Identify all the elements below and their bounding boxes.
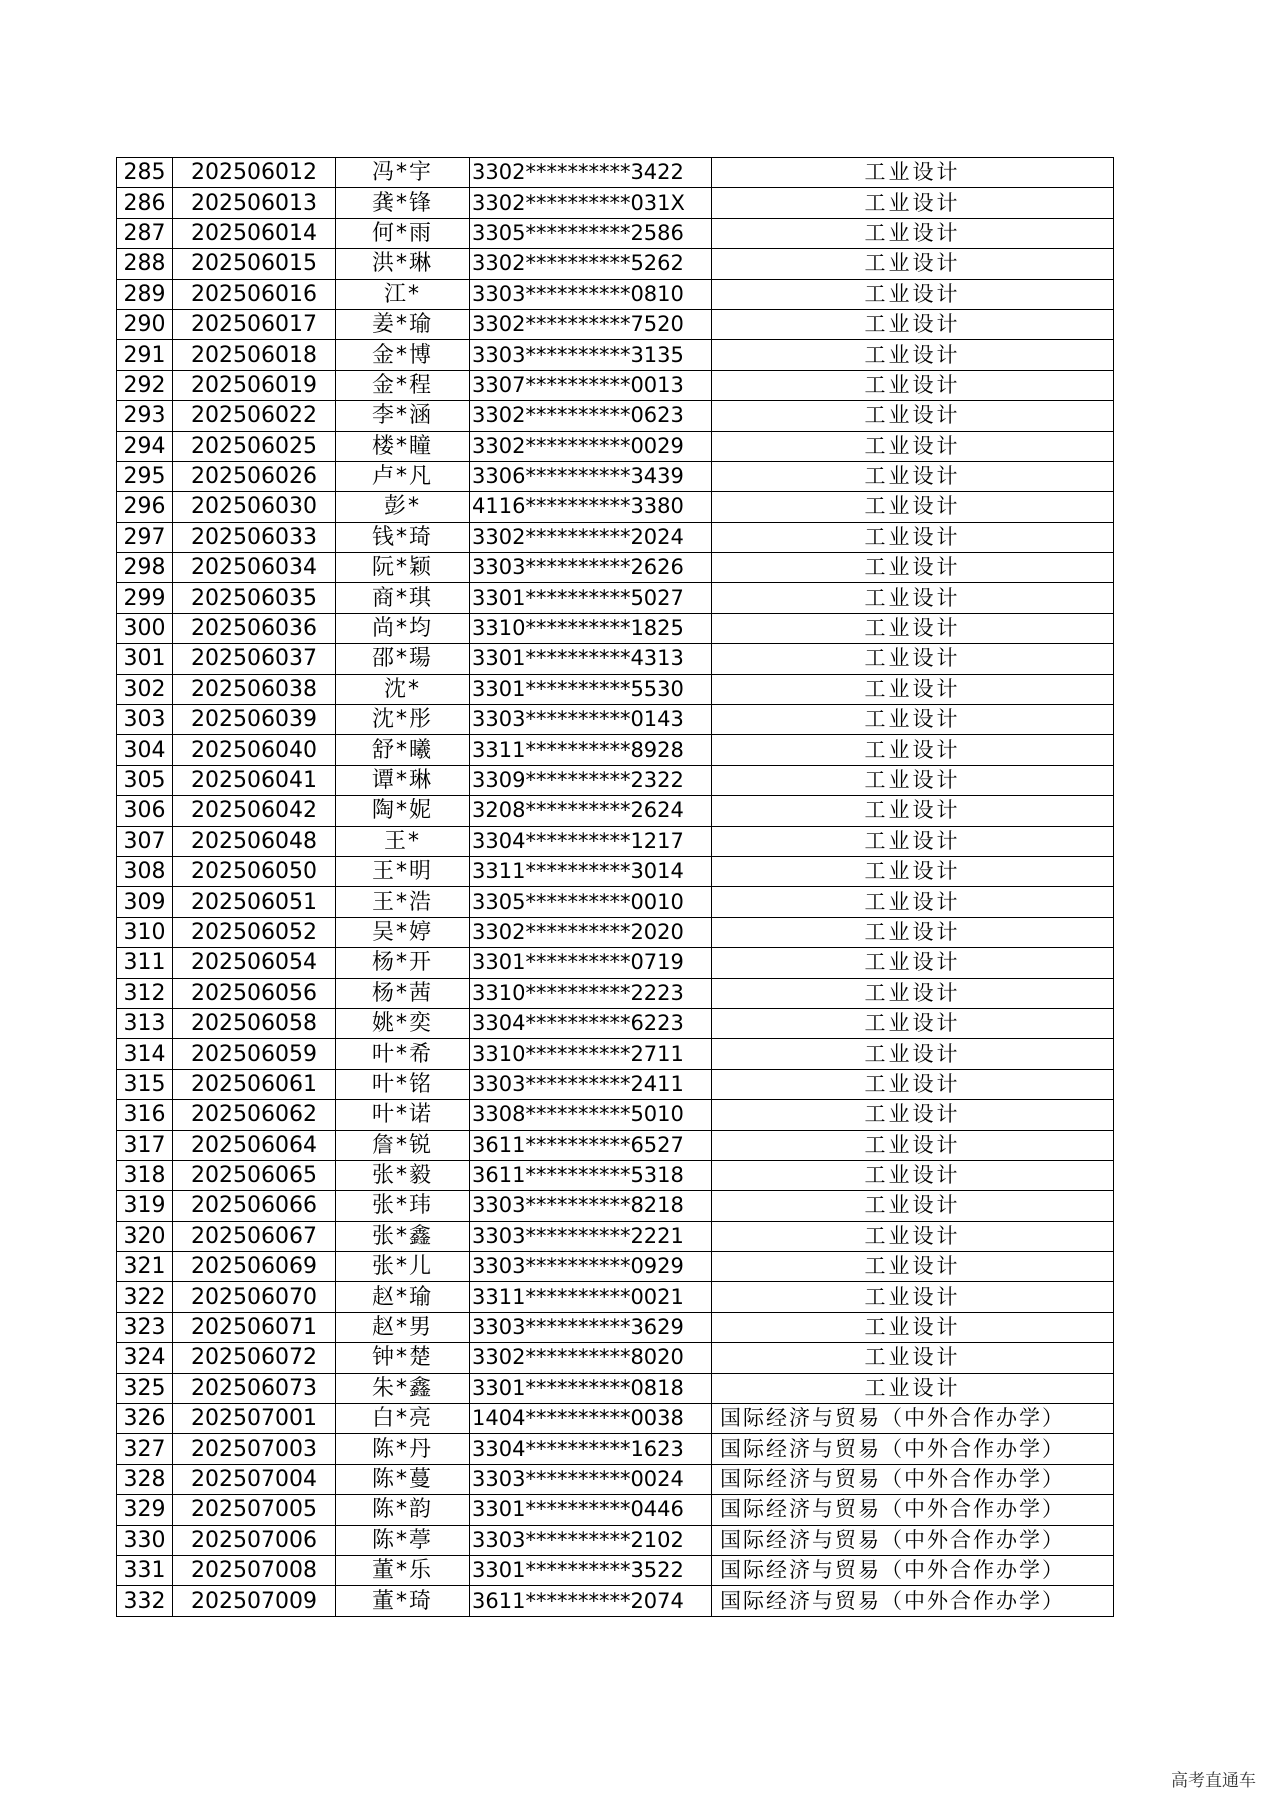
row-number-cell: 290: [117, 309, 173, 339]
id-number-cell: 3303**********0929: [470, 1252, 712, 1282]
major-cell: 工业设计: [712, 249, 1114, 279]
id-number-cell: 3303**********0024: [470, 1464, 712, 1494]
major-cell: 国际经济与贸易（中外合作办学）: [712, 1495, 1114, 1525]
exam-id-cell: 202506056: [173, 978, 336, 1008]
row-number-cell: 289: [117, 279, 173, 309]
table-row: [117, 309, 1114, 339]
id-number-cell: 3311**********8928: [470, 735, 712, 765]
exam-id-cell: 202506066: [173, 1191, 336, 1221]
row-number-cell: 309: [117, 887, 173, 917]
student-name-cell: 沈*彤: [336, 705, 470, 735]
major-cell: 工业设计: [712, 492, 1114, 522]
table-row: [117, 1555, 1114, 1585]
major-cell: 工业设计: [712, 553, 1114, 583]
major-cell: 工业设计: [712, 340, 1114, 370]
row-number-cell: 327: [117, 1434, 173, 1464]
major-cell: 工业设计: [712, 158, 1114, 188]
row-number-cell: 287: [117, 218, 173, 248]
table-row: [117, 917, 1114, 947]
id-number-cell: 3303**********3629: [470, 1312, 712, 1342]
student-name-cell: 金*博: [336, 340, 470, 370]
student-name-cell: 王*: [336, 826, 470, 856]
major-cell: 国际经济与贸易（中外合作办学）: [712, 1586, 1114, 1616]
student-name-cell: 姚*奕: [336, 1008, 470, 1038]
id-number-cell: 3301**********5530: [470, 674, 712, 704]
row-number-cell: 295: [117, 461, 173, 491]
id-number-cell: 3303**********2221: [470, 1221, 712, 1251]
major-cell: 工业设计: [712, 735, 1114, 765]
exam-id-cell: 202506017: [173, 309, 336, 339]
student-name-cell: 陈*蔓: [336, 1464, 470, 1494]
major-cell: 工业设计: [712, 1191, 1114, 1221]
exam-id-cell: 202506034: [173, 553, 336, 583]
id-number-cell: 3301**********0818: [470, 1373, 712, 1403]
id-number-cell: 3306**********3439: [470, 461, 712, 491]
table-row: [117, 431, 1114, 461]
row-number-cell: 307: [117, 826, 173, 856]
exam-id-cell: 202506072: [173, 1343, 336, 1373]
row-number-cell: 315: [117, 1069, 173, 1099]
table-row: [117, 522, 1114, 552]
exam-id-cell: 202506039: [173, 705, 336, 735]
student-name-cell: 董*乐: [336, 1555, 470, 1585]
row-number-cell: 285: [117, 158, 173, 188]
exam-id-cell: 202506051: [173, 887, 336, 917]
id-number-cell: 3308**********5010: [470, 1100, 712, 1130]
student-name-cell: 金*程: [336, 370, 470, 400]
student-name-cell: 邵*瑒: [336, 644, 470, 674]
exam-id-cell: 202506035: [173, 583, 336, 613]
student-name-cell: 朱*鑫: [336, 1373, 470, 1403]
row-number-cell: 313: [117, 1008, 173, 1038]
student-name-cell: 尚*均: [336, 613, 470, 643]
row-number-cell: 293: [117, 401, 173, 431]
exam-id-cell: 202506050: [173, 856, 336, 886]
row-number-cell: 292: [117, 370, 173, 400]
major-cell: 工业设计: [712, 613, 1114, 643]
student-name-cell: 商*琪: [336, 583, 470, 613]
major-cell: 工业设计: [712, 887, 1114, 917]
row-number-cell: 291: [117, 340, 173, 370]
table-row: [117, 218, 1114, 248]
table-row: [117, 765, 1114, 795]
id-number-cell: 3302**********7520: [470, 309, 712, 339]
row-number-cell: 320: [117, 1221, 173, 1251]
table-row: [117, 1130, 1114, 1160]
row-number-cell: 294: [117, 431, 173, 461]
id-number-cell: 3611**********2074: [470, 1586, 712, 1616]
major-cell: 工业设计: [712, 917, 1114, 947]
table-row: [117, 158, 1114, 188]
student-name-cell: 洪*琳: [336, 249, 470, 279]
row-number-cell: 308: [117, 856, 173, 886]
table-row: [117, 1191, 1114, 1221]
table-row: [117, 1495, 1114, 1525]
row-number-cell: 319: [117, 1191, 173, 1221]
student-name-cell: 张*鑫: [336, 1221, 470, 1251]
id-number-cell: 3208**********2624: [470, 796, 712, 826]
exam-id-cell: 202506069: [173, 1252, 336, 1282]
id-number-cell: 3309**********2322: [470, 765, 712, 795]
student-name-cell: 詹*锐: [336, 1130, 470, 1160]
major-cell: 工业设计: [712, 644, 1114, 674]
row-number-cell: 314: [117, 1039, 173, 1069]
table-row: [117, 674, 1114, 704]
major-cell: 工业设计: [712, 1160, 1114, 1190]
table-row: [117, 583, 1114, 613]
id-number-cell: 3305**********0010: [470, 887, 712, 917]
table-row: [117, 1586, 1114, 1616]
table-row: [117, 340, 1114, 370]
row-number-cell: 322: [117, 1282, 173, 1312]
row-number-cell: 325: [117, 1373, 173, 1403]
major-cell: 工业设计: [712, 1100, 1114, 1130]
major-cell: 工业设计: [712, 218, 1114, 248]
id-number-cell: 3302**********0623: [470, 401, 712, 431]
exam-id-cell: 202506067: [173, 1221, 336, 1251]
exam-id-cell: 202506018: [173, 340, 336, 370]
major-cell: 工业设计: [712, 1069, 1114, 1099]
exam-id-cell: 202506025: [173, 431, 336, 461]
table-row: [117, 553, 1114, 583]
id-number-cell: 1404**********0038: [470, 1404, 712, 1434]
id-number-cell: 3301**********4313: [470, 644, 712, 674]
table-row: [117, 705, 1114, 735]
student-name-cell: 杨*茜: [336, 978, 470, 1008]
id-number-cell: 3303**********8218: [470, 1191, 712, 1221]
student-name-cell: 张*毅: [336, 1160, 470, 1190]
table-row: [117, 856, 1114, 886]
exam-id-cell: 202506030: [173, 492, 336, 522]
row-number-cell: 299: [117, 583, 173, 613]
table-row: [117, 249, 1114, 279]
table-row: [117, 1525, 1114, 1555]
student-name-cell: 王*明: [336, 856, 470, 886]
student-name-cell: 龚*锋: [336, 188, 470, 218]
table-row: [117, 1312, 1114, 1342]
exam-id-cell: 202506013: [173, 188, 336, 218]
id-number-cell: 3303**********0810: [470, 279, 712, 309]
row-number-cell: 323: [117, 1312, 173, 1342]
id-number-cell: 4116**********3380: [470, 492, 712, 522]
exam-id-cell: 202506058: [173, 1008, 336, 1038]
table-row: [117, 796, 1114, 826]
exam-id-cell: 202507003: [173, 1434, 336, 1464]
row-number-cell: 328: [117, 1464, 173, 1494]
major-cell: 工业设计: [712, 826, 1114, 856]
student-name-cell: 何*雨: [336, 218, 470, 248]
exam-id-cell: 202506041: [173, 765, 336, 795]
row-number-cell: 329: [117, 1495, 173, 1525]
table-row: [117, 978, 1114, 1008]
table-row: [117, 188, 1114, 218]
student-name-cell: 舒*曦: [336, 735, 470, 765]
major-cell: 工业设计: [712, 1039, 1114, 1069]
exam-id-cell: 202506014: [173, 218, 336, 248]
major-cell: 工业设计: [712, 978, 1114, 1008]
exam-id-cell: 202507001: [173, 1404, 336, 1434]
exam-id-cell: 202506073: [173, 1373, 336, 1403]
id-number-cell: 3303**********2102: [470, 1525, 712, 1555]
row-number-cell: 318: [117, 1160, 173, 1190]
exam-id-cell: 202506048: [173, 826, 336, 856]
row-number-cell: 321: [117, 1252, 173, 1282]
row-number-cell: 298: [117, 553, 173, 583]
exam-id-cell: 202507009: [173, 1586, 336, 1616]
major-cell: 工业设计: [712, 583, 1114, 613]
id-number-cell: 3301**********3522: [470, 1555, 712, 1585]
student-name-cell: 卢*凡: [336, 461, 470, 491]
exam-id-cell: 202506022: [173, 401, 336, 431]
id-number-cell: 3302**********0029: [470, 431, 712, 461]
major-cell: 工业设计: [712, 309, 1114, 339]
exam-id-cell: 202507005: [173, 1495, 336, 1525]
table-row: [117, 1008, 1114, 1038]
major-cell: 工业设计: [712, 279, 1114, 309]
id-number-cell: 3302**********8020: [470, 1343, 712, 1373]
major-cell: 工业设计: [712, 401, 1114, 431]
id-number-cell: 3311**********0021: [470, 1282, 712, 1312]
exam-id-cell: 202506059: [173, 1039, 336, 1069]
exam-id-cell: 202507006: [173, 1525, 336, 1555]
student-name-cell: 吴*婷: [336, 917, 470, 947]
id-number-cell: 3611**********5318: [470, 1160, 712, 1190]
student-name-cell: 姜*瑜: [336, 309, 470, 339]
major-cell: 工业设计: [712, 431, 1114, 461]
student-name-cell: 钱*琦: [336, 522, 470, 552]
id-number-cell: 3303**********2626: [470, 553, 712, 583]
student-name-cell: 江*: [336, 279, 470, 309]
exam-id-cell: 202506036: [173, 613, 336, 643]
student-name-cell: 陈*丹: [336, 1434, 470, 1464]
id-number-cell: 3302**********031X: [470, 188, 712, 218]
id-number-cell: 3301**********0446: [470, 1495, 712, 1525]
exam-id-cell: 202506026: [173, 461, 336, 491]
student-name-cell: 沈*: [336, 674, 470, 704]
id-number-cell: 3302**********5262: [470, 249, 712, 279]
id-number-cell: 3301**********5027: [470, 583, 712, 613]
row-number-cell: 316: [117, 1100, 173, 1130]
student-name-cell: 陈*葶: [336, 1525, 470, 1555]
major-cell: 工业设计: [712, 948, 1114, 978]
id-number-cell: 3310**********2711: [470, 1039, 712, 1069]
major-cell: 国际经济与贸易（中外合作办学）: [712, 1464, 1114, 1494]
student-name-cell: 陈*韵: [336, 1495, 470, 1525]
id-number-cell: 3303**********3135: [470, 340, 712, 370]
exam-id-cell: 202506062: [173, 1100, 336, 1130]
major-cell: 工业设计: [712, 1312, 1114, 1342]
student-name-cell: 赵*瑜: [336, 1282, 470, 1312]
id-number-cell: 3303**********2411: [470, 1069, 712, 1099]
exam-id-cell: 202506019: [173, 370, 336, 400]
table-row: [117, 826, 1114, 856]
major-cell: 工业设计: [712, 1221, 1114, 1251]
major-cell: 工业设计: [712, 1008, 1114, 1038]
id-number-cell: 3301**********0719: [470, 948, 712, 978]
table-row: [117, 370, 1114, 400]
id-number-cell: 3302**********2020: [470, 917, 712, 947]
table-row: [117, 279, 1114, 309]
student-name-cell: 谭*琳: [336, 765, 470, 795]
exam-id-cell: 202506037: [173, 644, 336, 674]
exam-id-cell: 202506061: [173, 1069, 336, 1099]
student-name-cell: 楼*瞳: [336, 431, 470, 461]
row-number-cell: 326: [117, 1404, 173, 1434]
id-number-cell: 3302**********2024: [470, 522, 712, 552]
exam-id-cell: 202506052: [173, 917, 336, 947]
row-number-cell: 317: [117, 1130, 173, 1160]
row-number-cell: 304: [117, 735, 173, 765]
major-cell: 国际经济与贸易（中外合作办学）: [712, 1525, 1114, 1555]
row-number-cell: 311: [117, 948, 173, 978]
exam-id-cell: 202506054: [173, 948, 336, 978]
row-number-cell: 312: [117, 978, 173, 1008]
major-cell: 国际经济与贸易（中外合作办学）: [712, 1404, 1114, 1434]
id-number-cell: 3611**********6527: [470, 1130, 712, 1160]
row-number-cell: 296: [117, 492, 173, 522]
major-cell: 工业设计: [712, 856, 1114, 886]
major-cell: 工业设计: [712, 1282, 1114, 1312]
exam-id-cell: 202506064: [173, 1130, 336, 1160]
major-cell: 工业设计: [712, 522, 1114, 552]
major-cell: 工业设计: [712, 796, 1114, 826]
id-number-cell: 3302**********3422: [470, 158, 712, 188]
student-name-cell: 杨*开: [336, 948, 470, 978]
exam-id-cell: 202506042: [173, 796, 336, 826]
exam-id-cell: 202506038: [173, 674, 336, 704]
major-cell: 国际经济与贸易（中外合作办学）: [712, 1555, 1114, 1585]
table-row: [117, 644, 1114, 674]
table-row: [117, 887, 1114, 917]
table-row: [117, 1434, 1114, 1464]
major-cell: 工业设计: [712, 705, 1114, 735]
id-number-cell: 3304**********1623: [470, 1434, 712, 1464]
id-number-cell: 3303**********0143: [470, 705, 712, 735]
exam-id-cell: 202506012: [173, 158, 336, 188]
table-row: [117, 1343, 1114, 1373]
id-number-cell: 3310**********1825: [470, 613, 712, 643]
exam-id-cell: 202506033: [173, 522, 336, 552]
exam-id-cell: 202507008: [173, 1555, 336, 1585]
row-number-cell: 286: [117, 188, 173, 218]
table-row: [117, 948, 1114, 978]
table-row: [117, 1160, 1114, 1190]
exam-id-cell: 202506071: [173, 1312, 336, 1342]
major-cell: 工业设计: [712, 1130, 1114, 1160]
student-name-cell: 白*亮: [336, 1404, 470, 1434]
table-row: [117, 1039, 1114, 1069]
table-row: [117, 1373, 1114, 1403]
row-number-cell: 297: [117, 522, 173, 552]
table-row: [117, 1464, 1114, 1494]
row-number-cell: 305: [117, 765, 173, 795]
exam-id-cell: 202507004: [173, 1464, 336, 1494]
row-number-cell: 332: [117, 1586, 173, 1616]
student-name-cell: 钟*楚: [336, 1343, 470, 1373]
id-number-cell: 3311**********3014: [470, 856, 712, 886]
row-number-cell: 324: [117, 1343, 173, 1373]
major-cell: 工业设计: [712, 765, 1114, 795]
id-number-cell: 3305**********2586: [470, 218, 712, 248]
student-name-cell: 叶*铭: [336, 1069, 470, 1099]
student-name-cell: 冯*宇: [336, 158, 470, 188]
major-cell: 工业设计: [712, 1373, 1114, 1403]
student-name-cell: 张*儿: [336, 1252, 470, 1282]
row-number-cell: 301: [117, 644, 173, 674]
major-cell: 工业设计: [712, 1343, 1114, 1373]
row-number-cell: 300: [117, 613, 173, 643]
row-number-cell: 306: [117, 796, 173, 826]
table-row: [117, 735, 1114, 765]
student-name-cell: 李*涵: [336, 401, 470, 431]
major-cell: 工业设计: [712, 461, 1114, 491]
exam-id-cell: 202506040: [173, 735, 336, 765]
table-row: [117, 1252, 1114, 1282]
major-cell: 工业设计: [712, 188, 1114, 218]
row-number-cell: 310: [117, 917, 173, 947]
id-number-cell: 3310**********2223: [470, 978, 712, 1008]
student-name-cell: 叶*诺: [336, 1100, 470, 1130]
student-name-cell: 董*琦: [336, 1586, 470, 1616]
id-number-cell: 3304**********1217: [470, 826, 712, 856]
exam-id-cell: 202506016: [173, 279, 336, 309]
major-cell: 工业设计: [712, 370, 1114, 400]
table-row: [117, 461, 1114, 491]
student-list-table: [116, 157, 1114, 1617]
major-cell: 国际经济与贸易（中外合作办学）: [712, 1434, 1114, 1464]
exam-id-cell: 202506015: [173, 249, 336, 279]
major-cell: 工业设计: [712, 1252, 1114, 1282]
major-cell: 工业设计: [712, 674, 1114, 704]
id-number-cell: 3307**********0013: [470, 370, 712, 400]
row-number-cell: 288: [117, 249, 173, 279]
student-name-cell: 彭*: [336, 492, 470, 522]
row-number-cell: 331: [117, 1555, 173, 1585]
student-name-cell: 叶*希: [336, 1039, 470, 1069]
table-row: [117, 1221, 1114, 1251]
student-name-cell: 张*玮: [336, 1191, 470, 1221]
table-row: [117, 613, 1114, 643]
exam-id-cell: 202506070: [173, 1282, 336, 1312]
row-number-cell: 302: [117, 674, 173, 704]
student-name-cell: 赵*男: [336, 1312, 470, 1342]
table-row: [117, 1069, 1114, 1099]
table-row: [117, 492, 1114, 522]
watermark: 高考直通车: [1171, 1771, 1256, 1791]
table-row: [117, 1282, 1114, 1312]
row-number-cell: 330: [117, 1525, 173, 1555]
row-number-cell: 303: [117, 705, 173, 735]
table-row: [117, 1404, 1114, 1434]
id-number-cell: 3304**********6223: [470, 1008, 712, 1038]
table-row: [117, 401, 1114, 431]
table-row: [117, 1100, 1114, 1130]
student-name-cell: 王*浩: [336, 887, 470, 917]
student-name-cell: 陶*妮: [336, 796, 470, 826]
student-name-cell: 阮*颖: [336, 553, 470, 583]
exam-id-cell: 202506065: [173, 1160, 336, 1190]
